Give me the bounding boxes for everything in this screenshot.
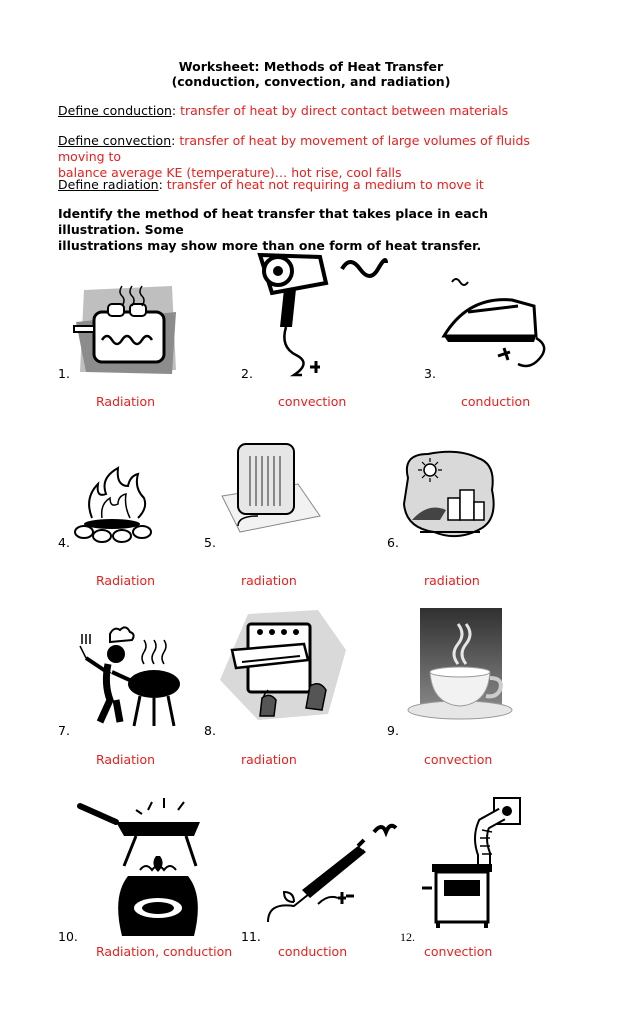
item-answer: Radiation, conduction: [96, 944, 233, 959]
definition-answer: transfer of heat by direct contact between materials: [180, 103, 509, 118]
item-answer: Radiation: [96, 394, 156, 409]
item-number: 10.: [58, 929, 78, 944]
instructions: Identify the method of heat transfer that takes place in each illustration. Some illustrations may show more than one form of heat transfer.: [58, 206, 488, 253]
item-number: 8.: [204, 723, 216, 738]
definition-term: Define convection: [58, 133, 172, 148]
definition-conduction: Define conduction: transfer of heat by direct contact between materials: [58, 103, 509, 118]
item-number: 12.: [400, 930, 415, 944]
definition-term: Define radiation: [58, 177, 159, 192]
curling-iron-illustration: [258, 812, 398, 932]
item-answer: radiation: [241, 752, 297, 767]
item-answer: Radiation: [96, 573, 156, 588]
item-number: 7.: [58, 723, 70, 738]
worksheet-title: Worksheet: Methods of Heat Transfer: [178, 59, 444, 74]
item-answer: convection: [424, 944, 493, 959]
definition-answer: transfer of heat not requiring a medium to move it: [166, 177, 484, 192]
campfire-illustration: [72, 466, 158, 548]
item-number: 3.: [424, 366, 436, 381]
person-grilling-illustration: [72, 624, 182, 734]
oven-with-mitts-illustration: [218, 610, 348, 722]
clothes-iron-illustration: [438, 276, 548, 371]
item-answer: convection: [424, 752, 493, 767]
item-answer: conduction: [278, 944, 348, 959]
worksheet-subtitle: (conduction, convection, and radiation): [171, 74, 451, 89]
toaster-illustration: [72, 282, 182, 377]
item-answer: radiation: [424, 573, 480, 588]
hair-dryer-illustration: [250, 245, 390, 380]
definition-answer: transfer of heat by movement of large volumes of fluids moving to: [58, 133, 530, 164]
item-answer: convection: [278, 394, 347, 409]
sun-beach-sandcastle-illustration: [398, 448, 498, 544]
item-number: 6.: [387, 535, 399, 550]
space-heater-illustration: [218, 436, 324, 536]
item-number: 1.: [58, 366, 70, 381]
item-number: 2.: [241, 366, 253, 381]
item-number: 11.: [241, 929, 261, 944]
pan-on-burner-illustration: [76, 796, 206, 942]
item-number: 4.: [58, 535, 70, 550]
item-answer: Radiation: [96, 752, 156, 767]
definition-convection: Define convection: transfer of heat by movement of large volumes of fluids moving to balance average KE (temperature)… hot rise, cool falls: [58, 133, 530, 180]
wood-stove-illustration: [418, 794, 522, 930]
definition-radiation: Define radiation: transfer of heat not requiring a medium to move it: [58, 177, 484, 192]
item-number: 5.: [204, 535, 216, 550]
item-answer: conduction: [461, 394, 531, 409]
item-answer: radiation: [241, 573, 297, 588]
definition-term: Define conduction: [58, 103, 172, 118]
definition-answer-cont: balance average KE (temperature)… hot rise, cool falls: [58, 165, 402, 180]
steaming-cup-illustration: [406, 608, 514, 722]
item-number: 9.: [387, 723, 399, 738]
